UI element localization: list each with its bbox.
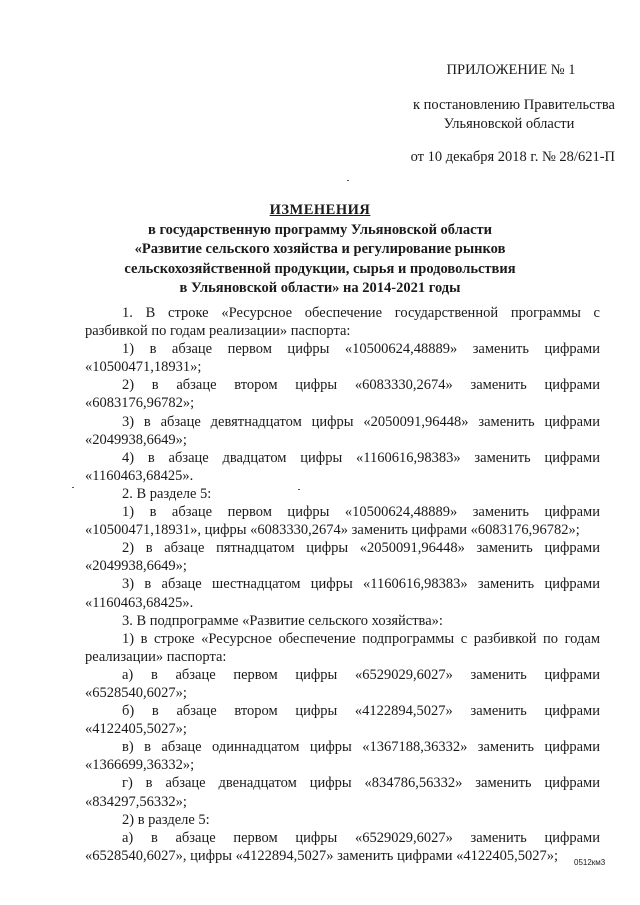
appendix-header — [375, 61, 615, 80]
scan-speck — [347, 180, 349, 181]
paragraph: 1. В строке «Ресурсное обеспечение государственной программы с разбивкой по годам реализации» паспорта: — [85, 305, 600, 340]
appendix-line-2: Ульяновской области — [443, 116, 575, 132]
title-line: «Развитие сельского хозяйства и регулирование рынков — [134, 241, 506, 257]
paragraph: а) в абзаце первом цифры «6529029,6027» заменить цифрами «6528540,6027»; — [85, 666, 600, 701]
paragraph: в) в абзаце одиннадцатом цифры «1367188,36332» заменить цифрами «1366699,36332»; — [85, 739, 600, 774]
paragraph: б) в абзаце втором цифры «4122894,5027» заменить цифрами «4122405,5027»; — [85, 703, 600, 738]
paragraph: а) в абзаце первом цифры «6529029,6027» заменить цифрами «6528540,6027», цифры «4122894,5027» заменить цифрами «4122405,5027»; — [85, 829, 600, 864]
appendix-number: ПРИЛОЖЕНИЕ № 1 — [446, 62, 576, 78]
title-heading: ИЗМЕНЕНИЯ — [269, 202, 371, 218]
appendix-line-1: к постановлению Правительства — [413, 97, 615, 113]
paragraph: 1) в абзаце первом цифры «10500624,48889» заменить цифрами «10500471,18931»; — [85, 341, 600, 376]
title-line: в государственную программу Ульяновской области — [147, 221, 492, 238]
paragraph: 3. В подпрограмме «Развитие сельского хозяйства»: — [122, 612, 443, 629]
paragraph: 2) в абзаце пятнадцатом цифры «2050091,96448» заменить цифрами «2049938,6649»; — [85, 540, 600, 575]
paragraph: 1) в строке «Ресурсное обеспечение подпрограммы с разбивкой по годам реализации» паспорта: — [85, 630, 600, 665]
document-title — [110, 201, 530, 299]
title-line: в Ульяновской области» на 2014-2021 годы — [179, 280, 461, 296]
paragraph: 3) в абзаце шестнадцатом цифры «1160616,98383» заменить цифрами «1160463,68425». — [85, 576, 600, 611]
appendix-date: от 10 декабря 2018 г. № 28/621-П — [410, 149, 615, 165]
paragraph: г) в абзаце двенадцатом цифры «834786,56332» заменить цифрами «834297,56332»; — [85, 775, 600, 810]
paragraph: 4) в абзаце двадцатом цифры «1160616,98383» заменить цифрами «1160463,68425». — [85, 449, 600, 484]
paragraph: 2) в абзаце втором цифры «6083330,2674» заменить цифрами «6083176,96782»; — [85, 377, 600, 412]
scan-speck — [72, 487, 74, 488]
paragraph: 2. В разделе 5: — [122, 485, 212, 502]
appendix-date-block — [375, 148, 615, 167]
document-body — [85, 304, 600, 865]
appendix-reference — [375, 96, 615, 134]
paragraph: 2) в разделе 5: — [122, 811, 210, 828]
paragraph: 1) в абзаце первом цифры «10500624,48889» заменить цифрами «10500471,18931», цифры «6083330,2674» заменить цифрами «6083176,96782»; — [85, 504, 600, 539]
title-line: сельскохозяйственной продукции, сырья и продовольствия — [124, 260, 516, 277]
paragraph: 3) в абзаце девятнадцатом цифры «2050091,96448» заменить цифрами «2049938,6649»; — [85, 413, 600, 448]
scan-speck — [298, 489, 300, 490]
footer-code: 0512км3 — [574, 858, 606, 867]
